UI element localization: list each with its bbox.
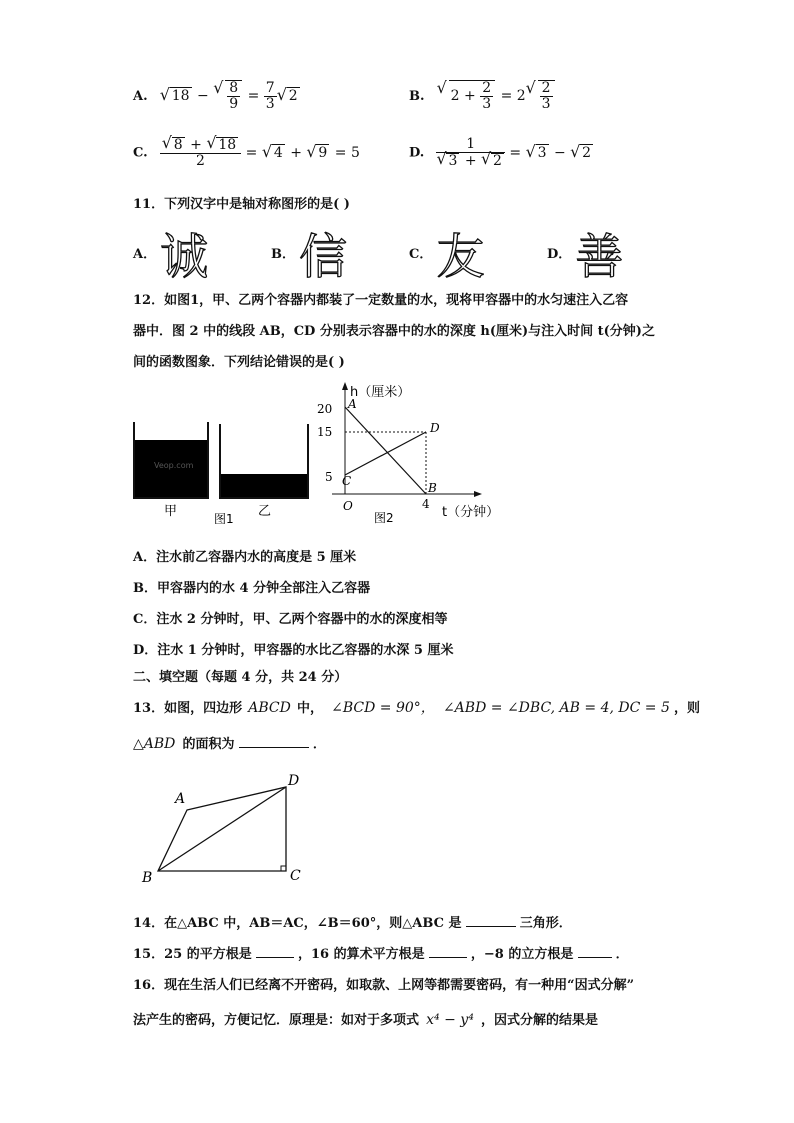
x-axis-arrow [474, 491, 482, 497]
q10-option-d [409, 137, 594, 168]
q13-end: ． [312, 737, 326, 752]
point-a-label: A [348, 397, 357, 411]
q13-answer-blank[interactable] [239, 747, 309, 748]
section-heading: 二、填空题（每题 4 分，共 24 分） [133, 670, 348, 685]
q13-prefix: 13．如图，四边形 [133, 701, 243, 716]
container-jia [134, 422, 208, 498]
hanzi-glyph: 善 [575, 229, 624, 285]
y-axis-arrow [342, 382, 348, 390]
segment-ab [345, 407, 426, 494]
q12-option-a: A．注水前乙容器内水的高度是 5 厘米 [133, 550, 357, 565]
right-angle-mark [281, 866, 286, 871]
label-jia: 甲 [164, 504, 178, 519]
tick-5: 5 [325, 470, 333, 484]
q16-polynomial: x⁴ − y⁴ [426, 1012, 474, 1028]
tick-4: 4 [422, 497, 430, 511]
q15-blank-2[interactable] [429, 957, 467, 958]
tick-20: 20 [317, 402, 333, 416]
q10-option-a [133, 80, 301, 111]
q13-suffix: ，则 [674, 701, 701, 716]
q12-option-d: D．注水 1 分钟时，甲容器的水比乙容器的水深 5 厘米 [133, 643, 454, 658]
point-d-label: D [430, 421, 440, 435]
label-yi: 乙 [258, 504, 272, 519]
q15-part4: ． [615, 947, 629, 962]
y-axis-label: h（厘米） [350, 385, 411, 400]
tick-15: 15 [317, 425, 333, 439]
option-letter: C． [409, 247, 433, 262]
q13-triangle: △ABD [133, 736, 176, 752]
q13-line2 [133, 733, 326, 752]
q11-option-b [271, 218, 347, 287]
option-letter: A． [133, 247, 157, 262]
q16-suffix: ，因式分解的结果是 [480, 1013, 598, 1028]
watermark: Veop.com [154, 461, 194, 470]
hanzi-glyph: 友 [436, 229, 485, 285]
q15-part1: 15．25 的平方根是 [133, 947, 252, 962]
q10-c-expression: √ $\frac{8 + √ 18}{2}$ = √ 4 + √ 9 = 5 [160, 145, 360, 161]
q15-blank-1[interactable] [256, 957, 294, 958]
q12-option-b: B．甲容器内的水 4 分钟全部注入乙容器 [133, 581, 371, 596]
option-letter: A. [133, 89, 148, 105]
segment-cd [345, 432, 426, 475]
point-b-label: B [428, 481, 437, 495]
q13-line1 [133, 697, 700, 717]
vertex-a: A [175, 791, 186, 807]
q10-option-c [133, 137, 360, 168]
q13-mid: 中， [296, 701, 323, 716]
container-yi [220, 424, 308, 498]
q12-stem-line3: 间的函数图象．下列结论错误的是( ) [133, 355, 345, 370]
option-letter: D． [547, 247, 572, 262]
vertex-c: C [290, 868, 301, 884]
origin-label: O [343, 499, 353, 513]
option-letter: B. [409, 89, 425, 105]
q12-stem-line1: 12．如图1，甲、乙两个容器内都装了一定数量的水，现将甲容器中的水匀速注入乙容 [133, 293, 629, 308]
q15-blank-3[interactable] [578, 957, 612, 958]
q10-b-expression: √ 2 + $\frac{2}{3}$ = 2 √ $\frac{2}{3}$ [437, 88, 556, 104]
q12-figure2 [312, 380, 512, 524]
fig1-caption: 图1 [214, 512, 234, 524]
q14-suffix: 三角形． [519, 916, 572, 931]
q14-prefix: 14．在△ABC 中，AB＝AC，∠B＝60°，则△ABC 是 [133, 916, 462, 931]
q10-d-expression: 1 √ 3 + √ 2 = √ 3 − √ 2 [436, 145, 594, 161]
hanzi-glyph: 诚 [160, 229, 209, 285]
q10-option-b [409, 80, 556, 111]
vertex-b: B [142, 870, 153, 886]
q12-figure1 [128, 416, 328, 524]
q14-answer-blank[interactable] [466, 926, 516, 927]
q14 [133, 912, 572, 931]
q11-stem: 11．下列汉字中是轴对称图形的是( ) [133, 197, 350, 212]
option-letter: D. [409, 145, 425, 161]
hanzi-glyph: 信 [299, 229, 348, 285]
option-letter: B． [271, 247, 295, 262]
option-letter: C. [133, 145, 148, 161]
q13-quad-name: ABCD [248, 700, 291, 716]
q15-part2: ，16 的算术平方根是 [298, 947, 425, 962]
q15-part3: ，−8 的立方根是 [470, 947, 574, 962]
q15 [133, 943, 629, 962]
q11-option-c [409, 218, 485, 287]
q16-prefix: 法产生的密码，方便记忆．原理是：如对于多项式 [133, 1013, 420, 1028]
q13-cond2: ∠ABD = ∠DBC, AB = 4, DC = 5 [442, 700, 670, 716]
q12-stem-line2: 器中．图 2 中的线段 AB，CD 分别表示容器中的水的深度 h(厘米)与注入时间 t(分钟)之 [133, 324, 655, 339]
x-axis-label: t（分钟） [442, 505, 500, 520]
vertex-d: D [288, 773, 300, 789]
q16-line1: 16．现在生活人们已经离不开密码，如取款、上网等都需要密码，有一种用“因式分解” [133, 978, 635, 993]
q13-cond1: ∠BCD = 90°， [331, 700, 435, 716]
q13-text: 的面积为 [182, 737, 235, 752]
q16-line2 [133, 1009, 598, 1028]
fig2-caption: 图2 [374, 511, 394, 524]
q12-option-c: C．注水 2 分钟时，甲、乙两个容器中的水的深度相等 [133, 612, 448, 627]
point-c-label: C [342, 474, 352, 488]
q11-option-a [133, 218, 208, 287]
q11-option-d [547, 218, 623, 287]
q13-figure [138, 770, 318, 888]
q10-a-expression: √ 18 − √ $\frac{8}{9}$ = $\frac{7}{3}$ √ 2 [160, 88, 301, 104]
